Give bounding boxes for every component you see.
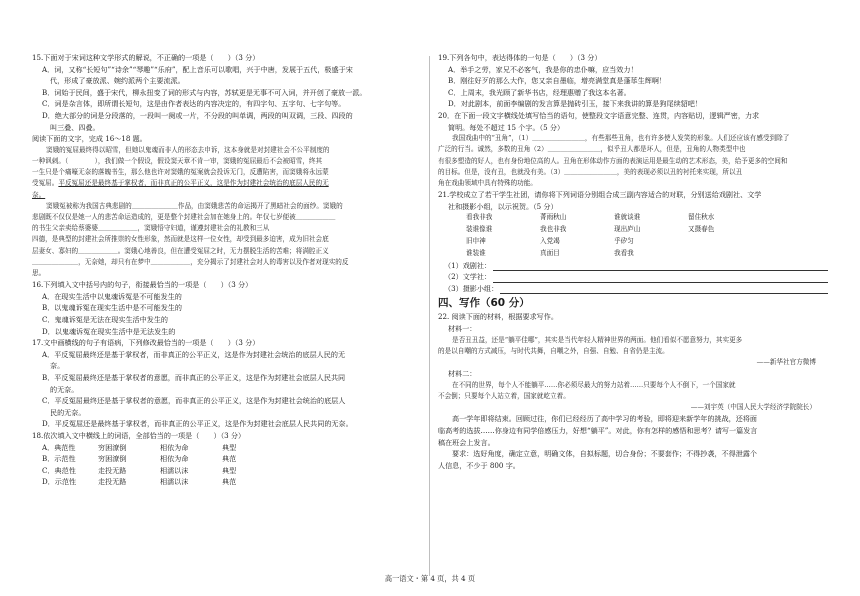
word-cell: 留住秋水	[688, 213, 715, 222]
material-line: 不会倒；只要每个人站立着，国家就屹立着。	[438, 391, 570, 400]
word-row	[438, 236, 834, 248]
q18-cell: 典型	[222, 465, 237, 475]
q17-stem: 17.文中画横线的句子有语病，下列修改最恰当的一项是（ ）（3 分）	[32, 338, 260, 348]
q18-cell: 典范	[222, 477, 237, 487]
q18-cell: 相濡以沫	[160, 465, 189, 475]
word-cell: 乎矽匀	[614, 236, 634, 245]
answer-line-drama[interactable]	[438, 260, 834, 272]
q21-word-grid	[438, 212, 834, 259]
q19-option-d: D．对此剧本，前面李编剧的发言算是抛砖引玉，接下来我讲的算是狗尾续貂吧！	[448, 99, 702, 109]
q15-stem: 15.下面对于宋词这种文学形式的解说，不正确的一项是（ ）（3 分）	[32, 53, 260, 62]
passage-line: 一生只是个痛嚎无奈的落魄书生，那么他也许对窦娥的冤案就会投诉无门，反遭陷害，而窦娥将永远蒙	[32, 168, 329, 177]
q15-option-a-cont: 代，形成了豪放派、婉约派两个主要流派。	[50, 76, 185, 86]
q19-option-a: A．举手之劳，家兄不必客气，我是你的忠仆嘛，应当效力！	[448, 64, 638, 74]
q19-option-c: C．上周末，我光顾了新华书店，经理惠赠了我这本名著。	[448, 87, 631, 97]
underlined-sentence-end: 奈。	[32, 190, 46, 199]
material-line: 是否丑丑益，还是“躺平佳哪”，其实是当代年轻人精神世界的两面。他们看似不愿意努力，其实更多	[452, 335, 743, 344]
q18-row-d	[32, 476, 420, 488]
passage-line: ＿＿＿＿＿＿＿，无奈她，却只有在梦中＿＿＿＿＿＿，充分揭示了封建社会对人的毒害以及作者对现实的反	[32, 257, 349, 266]
page-footer: 高一语文・第 4 页，共 4 页	[384, 574, 476, 583]
passage-line: 四德，是典型的封建社会所推崇的女性形象，然而就是这样一位女性，却受到最多迫害，成为旧社会底	[32, 235, 329, 244]
answer-label: （3）摄影小组：	[444, 283, 499, 293]
q17-option-b-cont: 的无奈。	[50, 384, 79, 394]
word-cell: 入党竭	[540, 236, 560, 245]
task-line: 稿在班会上发言。	[438, 437, 495, 447]
word-cell: 装谁像谁	[466, 225, 493, 234]
q17-option-c-cont: 民的无奈。	[50, 407, 86, 417]
left-column	[32, 52, 420, 488]
underlined-sentence: 平反冤屈还是最终基于掌权者，而非真正的公平正义，这是作为封建社会统治的底层人民的无	[58, 179, 329, 188]
passage-line: 一种讽刺。（ ），我们做一个假设，假设窦天章不肯一审，窦娥的冤屈最后不会被昭雪，终其	[32, 156, 323, 165]
q17-option-d: D．平反冤屈还是最终基于掌权者，而非真正的公平正义，这是作为封建社会底层人民共同的无奈。	[42, 419, 353, 429]
passage-line: 的目标。但是，没有丑，也就没有美。（3）＿＿＿＿＿＿＿＿，美的表现必须以丑的衬托来实现，所以丑	[438, 167, 743, 176]
task-line: 高一学年即将结束。回顾过往，你们已经经历了高中学习的考验，即将迎来新学年的挑战，还将面	[452, 414, 758, 424]
q15-option-d-cont: 叫三叠、四叠。	[50, 122, 100, 132]
material-source: ——刘宇英（中国人民大学经济学院院长）	[690, 403, 816, 412]
q18-cell: 走投无路	[98, 465, 127, 475]
q18-options-table	[32, 442, 420, 488]
answer-line-photography[interactable]	[438, 283, 834, 295]
requirement-line: 人信息，不少于 800 字。	[438, 460, 520, 470]
q18-cell: 穷困潦倒	[98, 454, 127, 464]
q15-option-c: C．词是杂言体，即所谓长短句，这是由作者表达的内容决定的，有四字句、五字句、七字句等。	[42, 99, 346, 109]
task-line: 临高考的选拔……你身边有同学倍感压力，好想“躺平”。对此，你有怎样的感悟和思考？请写一篇发言	[438, 425, 758, 435]
q18-row-a	[32, 442, 420, 454]
word-cell: 现出庐山	[614, 225, 641, 234]
q16-option-b: B．以鬼魂诉冤在现实生活中是不可能发生的	[42, 303, 182, 313]
q17-option-a-cont: 奈。	[50, 361, 65, 371]
q22-stem: 22. 阅读下面的材料，根据要求写作。	[438, 312, 558, 322]
word-cell: 旧申神	[466, 236, 486, 245]
column-divider	[429, 56, 430, 576]
q18-cell: B．示范性	[42, 454, 76, 464]
word-cell: 我也非我	[540, 225, 567, 234]
q20-passage	[438, 133, 834, 189]
reading-passage	[32, 145, 420, 279]
q16-option-a: A．在现实生活中以鬼魂诉冤是不可能发生的	[42, 291, 182, 301]
section-title-writing: 四、写作（60 分）	[438, 297, 530, 310]
passage-line: 窦娥的冤屈最终得以昭雪，但她以鬼魂而非人的形态去申诉，这本身就是对封建社会不公平制度的	[46, 145, 330, 154]
material-line: 的是以自嘲的方式减压，与时代共舞，自嘲之外，自强、自勉、自省仍是主流。	[438, 346, 669, 355]
q16-option-d: D．以鬼魂诉冤在现实生活中是无法发生的	[42, 326, 176, 336]
passage-line: 我国戏曲中的“丑角”，（1）＿＿＿＿＿＿＿＿，有些那些丑角，也有许多使人发笑的形象。人们还应该有感受到除了	[452, 134, 790, 143]
q18-cell: 典范	[222, 454, 237, 464]
q18-row-b	[32, 453, 420, 465]
passage-line: 的书生父亲卖给蔡婆婆＿＿＿＿＿＿，窦娥悟守妇道，谨遵封建社会的礼教和三从	[32, 224, 270, 233]
passage-line	[32, 190, 420, 201]
answer-label: （1）戏剧社：	[444, 260, 492, 270]
q20-stem-cont: 简明。每处不超过 15 个字。（5 分）	[448, 122, 565, 132]
answer-line-literature[interactable]	[438, 271, 834, 283]
q18-cell: 相濡以沫	[160, 477, 189, 487]
material-two-label: 材料二：	[448, 369, 477, 379]
passage-line	[32, 178, 420, 189]
answer-label: （2）文学社：	[444, 272, 492, 282]
material-one-label: 材料一：	[448, 323, 477, 333]
passage-line: 窦娥冤被称为我国古典悲剧的＿＿＿＿＿＿＿作品，由窦娥悲苦的命运揭开了黑暗社会的面纱。窦娥的	[46, 201, 343, 210]
q18-cell: 相依为命	[160, 454, 189, 464]
q18-cell: 穷困潦倒	[98, 442, 127, 452]
passage-line: 有很多塑造的好人，也有身份地位高的人。丑角在形体动作方面的表演运用是最生动的艺术形态，美，给予更多的空间和	[438, 156, 788, 165]
q18-cell: 典型	[222, 442, 237, 452]
q17-option-a: A．平反冤屈最终还是基于掌权者，而非真正的公平正义，这是作为封建社会统治的底层人民的无	[42, 349, 346, 359]
answer-blank[interactable]	[500, 284, 828, 294]
q17-option-b: B．平反冤屈最终还是基于掌权者的意愿，而非真正的公平正义，这是作为封建社会底层人民共同	[42, 372, 346, 382]
q15-option-a: A．词，又称“长短句”“诗余”“琴趣”“乐府”，配上音乐可以歌唱，兴于中唐，发展于五代，极盛于宋	[42, 64, 353, 74]
right-column	[438, 52, 834, 471]
passage-line: 思。	[32, 268, 46, 277]
passage-line: 层妻女、寡妇的＿＿＿＿＿＿。窦娥心地善良，但在遭受冤屈之时，无力摆脱生活的苦难；将满腔正义	[32, 246, 329, 255]
requirement-line: 要求：选好角度，确定立意，明确文体，自拟标题，切合身份；不要套作；不得抄袭，不得泄露个	[452, 449, 758, 459]
q17-option-c: C．平反冤屈最终还是基于掌权者的意愿，而非真正的公平正义，这是作为封建社会统治的底层人	[42, 396, 346, 406]
word-cell: 真面目	[540, 248, 560, 257]
word-cell: 又摄春色	[688, 225, 715, 234]
q18-cell: C．典范性	[42, 465, 76, 475]
q18-cell: 相依为命	[160, 442, 189, 452]
word-cell: 看我非我	[466, 213, 493, 222]
q19-stem: 19.下列各句中，表达得体的一句是（ ）（3 分）	[438, 53, 602, 62]
q18-stem: 18.依次填入文中横线上的词语，全部恰当的一项是（ ）（3 分）	[32, 430, 246, 440]
passage-line: 广泛的行当。诚然，多数的丑角（2）＿＿＿＿＿＿＿＿，似乎丑人都是坏人，但是，丑角的人物类型中也	[438, 145, 746, 154]
word-row	[438, 224, 834, 236]
answer-blank[interactable]	[493, 261, 828, 271]
material-source: ——新华社官方微博	[756, 357, 816, 366]
q16-option-c: C．鬼魂诉冤是无法在现实生活中发生的	[42, 314, 169, 324]
answer-blank[interactable]	[493, 273, 828, 283]
word-cell	[688, 248, 762, 260]
word-cell: 菁雨秋山	[540, 213, 567, 222]
word-cell: 谁装谁	[466, 248, 486, 257]
material-one	[438, 335, 834, 369]
q18-row-c	[32, 465, 420, 477]
material-two	[438, 380, 834, 414]
word-cell: 谁就谈谁	[614, 213, 641, 222]
q15-option-b: B．词始于民间，盛于宋代，柳永扭变了词的形式与内容，苏轼更是无事不可入词，并开创了豪放一派。	[42, 87, 367, 97]
q19-option-b: B．刚往好歹的那么大作，您又亲自墨临，增亮满堂真是蓬荜生辉啊！	[448, 76, 667, 86]
word-cell	[688, 236, 762, 248]
passage-line: 角在戏曲领域中具有特殊的功能。	[438, 178, 537, 187]
passage-line: 悲剧既不仅仅是她一人的悲苦命运造成的，更是整个封建社会加在她身上的。年仅七岁便被＿＿＿＿＿＿	[32, 212, 336, 221]
q15-option-d: D．绝大部分的词是分段落的，一段叫一阕或一片，不分段的叫单调，两段的叫双调，三段、四段的	[42, 110, 353, 120]
word-row	[438, 212, 834, 224]
word-row	[438, 248, 834, 260]
q18-cell: D．示范性	[42, 477, 77, 487]
q18-cell: 走投无路	[98, 477, 127, 487]
reading-intro: 阅读下面的文字，完成 16～18 题。	[32, 134, 147, 144]
q21-stem-cont: 社和摄影小组，以示祝贺。（5 分）	[448, 201, 558, 211]
q21-stem: 21.学校成立了若干学生社团，请你将下列词语分别组合成三副内容适合的对联，分别送给戏剧社、文学	[438, 190, 762, 200]
passage-text: 受冤屈。	[32, 179, 59, 188]
word-cell: 我看我	[614, 248, 634, 257]
material-line: 在不同的世界，每个人不能躺平……你必须尽最大的努力站着……只要每个人不倒下，一个国家就	[452, 380, 736, 389]
q16-stem: 16.下列填入文中括号内的句子，衔接最恰当的一项是（ ）（3 分）	[32, 280, 253, 290]
q18-cell: A．典范性	[42, 442, 76, 452]
q20-stem: 20．在下面一段文字横线处填写恰当的语句，使整段文字语意完整、连贯，内容贴切，逻辑严密，力求	[438, 110, 760, 120]
